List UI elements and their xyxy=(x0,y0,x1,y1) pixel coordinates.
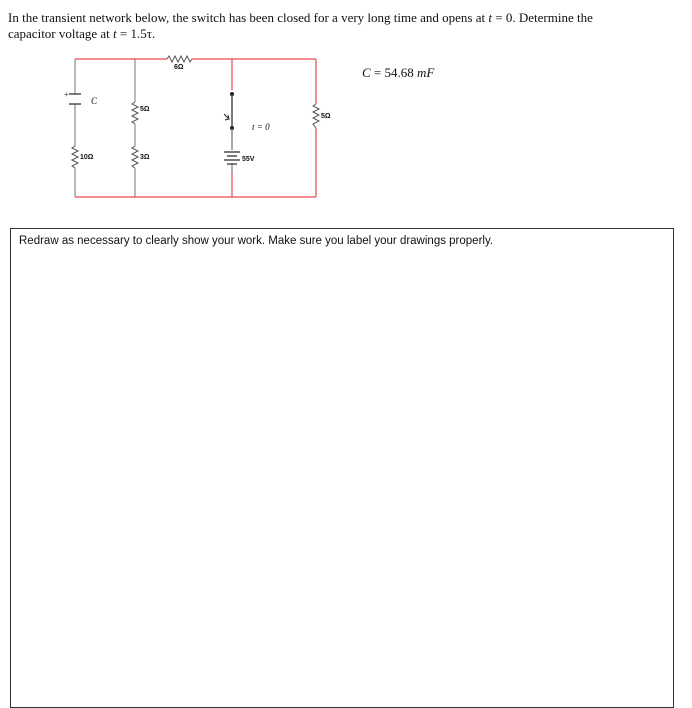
voltage-source-symbol xyxy=(224,152,240,172)
problem-statement xyxy=(8,10,668,42)
capacitance-unit: mF xyxy=(417,65,435,80)
problem-text-segment: capacitor voltage at xyxy=(8,26,114,41)
voltage-source-label: 55V xyxy=(242,156,255,163)
resistor-left-far-label: 10Ω xyxy=(80,154,94,161)
resistor-right-label: 5Ω xyxy=(321,113,331,120)
resistor-top xyxy=(167,56,192,71)
switch-symbol xyxy=(224,92,234,150)
capacitance-symbol: C xyxy=(362,65,371,80)
resistor-right xyxy=(313,104,331,128)
capacitance-value xyxy=(362,65,434,81)
problem-text-segment: In the transient network below, the switch has been closed for a very long time and opens at xyxy=(8,10,489,25)
circuit-wires xyxy=(75,59,316,197)
problem-text-segment: = 0. Determine the xyxy=(492,10,593,25)
capacitor-label: C xyxy=(91,96,98,106)
circuit-wires-gray xyxy=(75,59,135,197)
resistor-left-lower xyxy=(132,146,150,168)
work-instruction: Redraw as necessary to clearly show your work. Make sure you label your drawings properly. xyxy=(19,235,494,247)
resistor-left-far xyxy=(72,146,94,168)
resistor-left-upper xyxy=(132,102,150,124)
switch-label: t = 0 xyxy=(252,122,270,132)
problem-line-2 xyxy=(8,26,668,42)
time-variable: t xyxy=(488,10,493,25)
resistor-top-label: 6Ω xyxy=(174,64,184,71)
capacitance-number: = 54.68 xyxy=(370,65,418,80)
capacitor-polarity: + xyxy=(64,90,69,99)
problem-line-1 xyxy=(8,10,668,26)
resistor-left-upper-label: 5Ω xyxy=(140,106,150,113)
resistor-left-lower-label: 3Ω xyxy=(140,154,150,161)
circuit-diagram xyxy=(0,48,692,218)
work-area[interactable] xyxy=(10,228,674,708)
capacitor-symbol xyxy=(69,94,81,104)
problem-text-segment: = 1.5τ. xyxy=(116,26,156,41)
time-variable: t xyxy=(113,26,117,41)
